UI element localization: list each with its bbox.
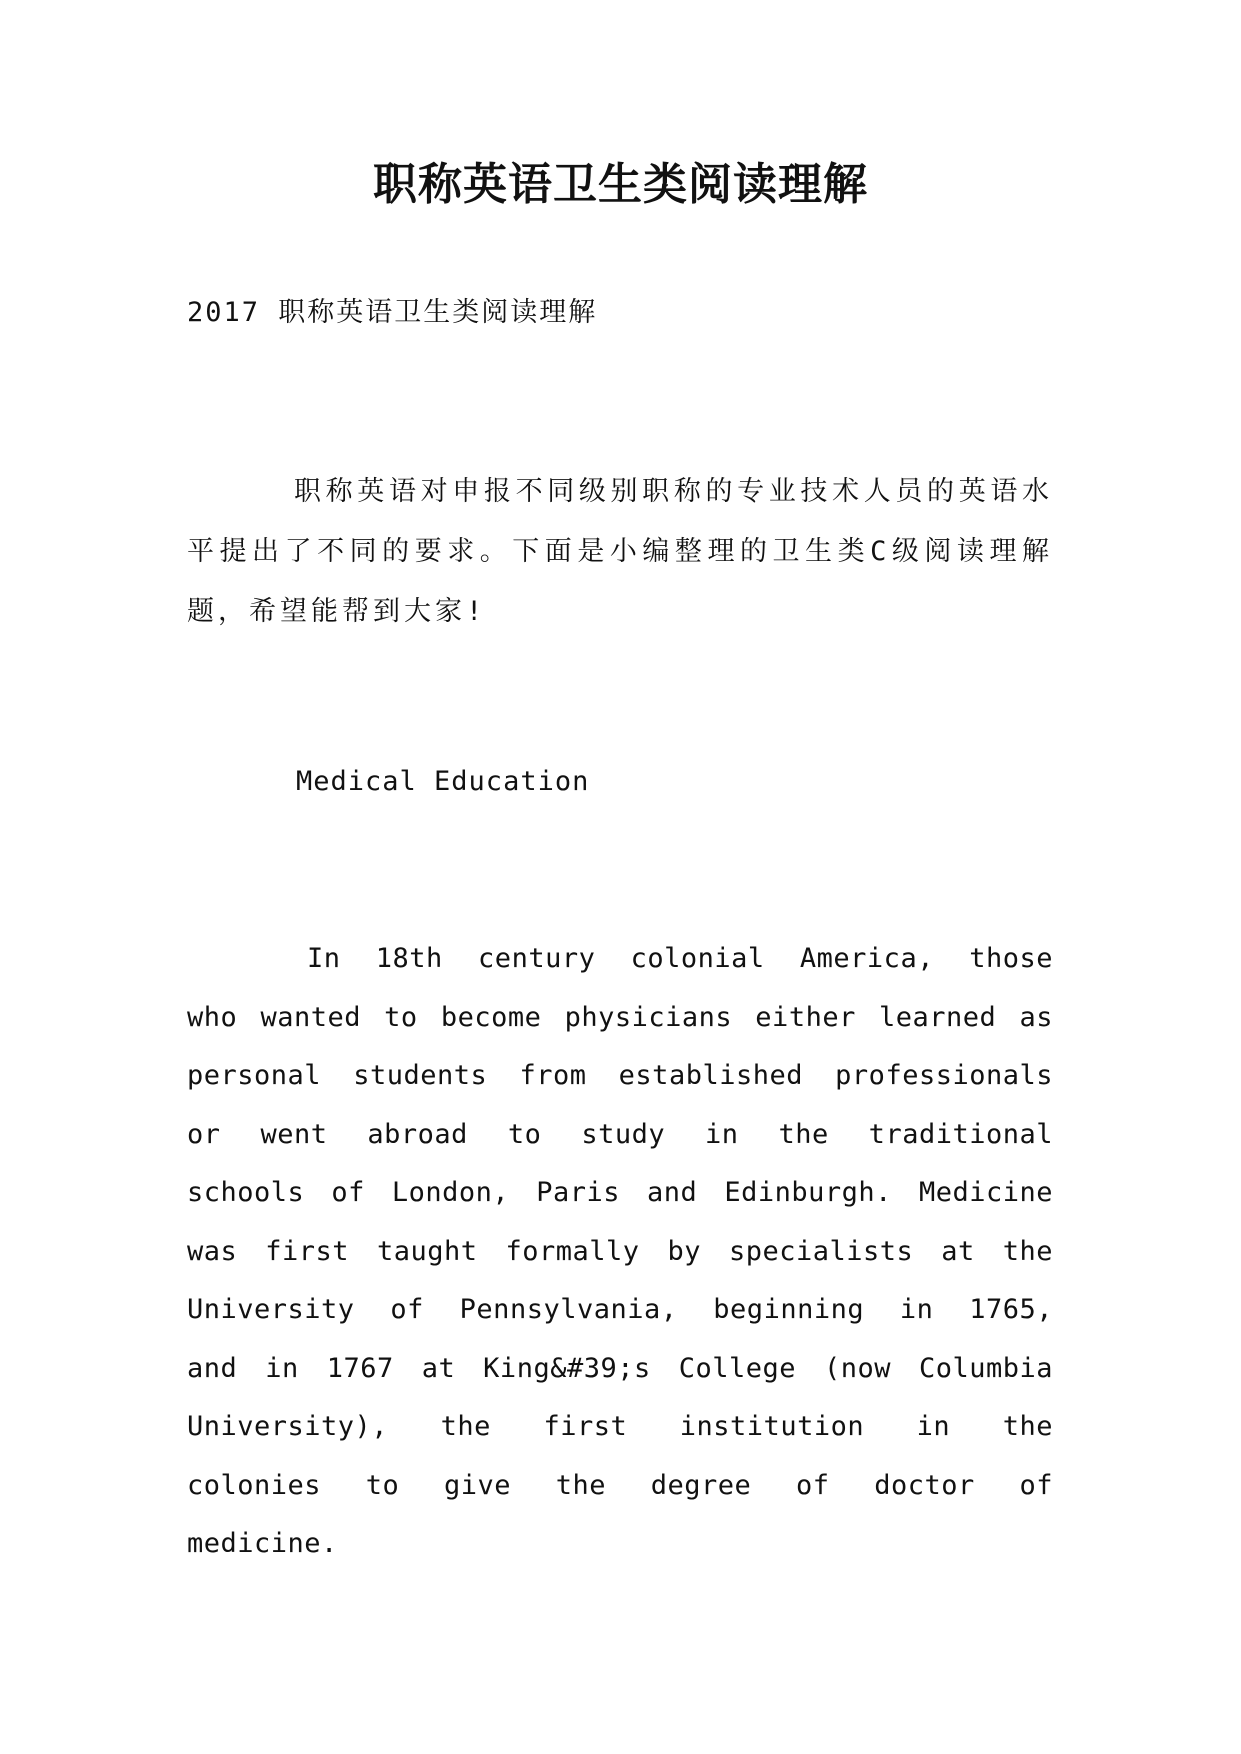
section-heading: Medical Education	[296, 766, 590, 797]
document-subtitle: 2017 职称英语卫生类阅读理解	[187, 297, 598, 328]
intro-paragraph: 职称英语对申报不同级别职称的专业技术人员的英语水平提出了不同的要求。下面是小编整理的卫生类C级阅读理解题，希望能帮到大家!	[187, 476, 1053, 627]
document-title: 职称英语卫生类阅读理解	[373, 159, 868, 210]
body-paragraph: In 18th century colonial America, those who wanted to become physicians either learned as personal students from established professionals or went abroad to study in the traditional schools of London, Paris and Edinburgh. Medicine was first taught formally by specialists at the University of Pennsylvania, beginning in 1765, and in 1767 at King&#39;s College (now Columbia University), the first institution in the colonies to give the degree of doctor of medicine.	[187, 943, 1053, 1559]
